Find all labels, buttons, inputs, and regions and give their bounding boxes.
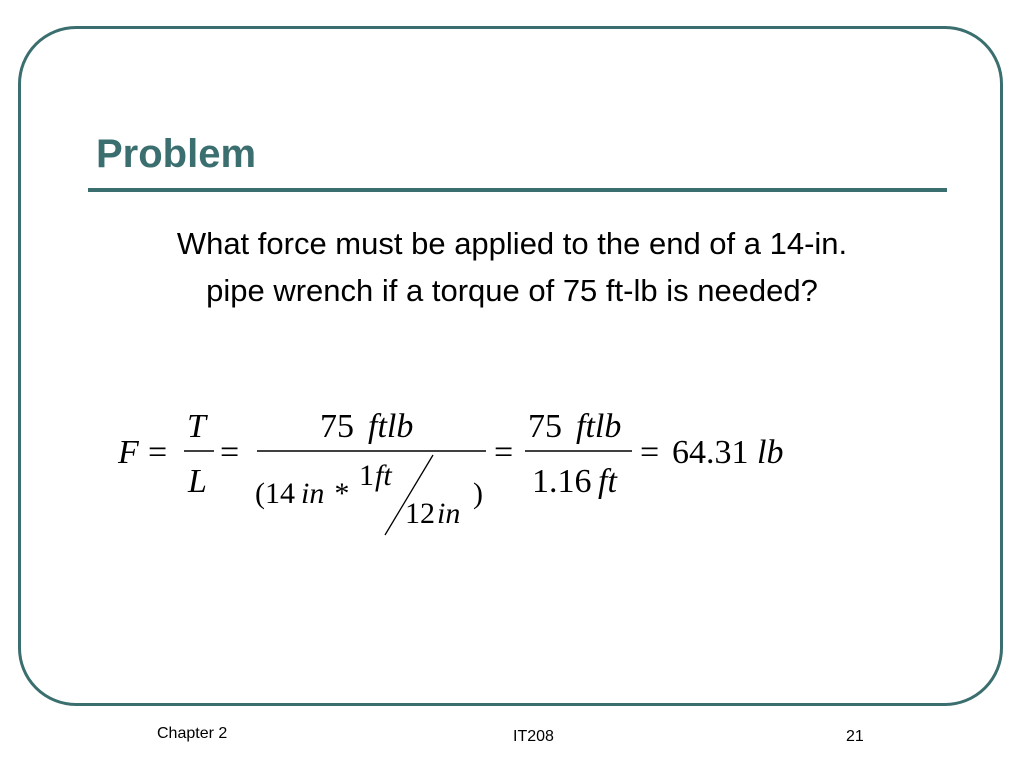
eq-den-in2: in (437, 497, 461, 530)
eq-equals-2: = (220, 434, 240, 471)
eq-equals-3: = (494, 434, 514, 471)
equation-svg (100, 395, 820, 540)
eq-den-one: 1 (359, 459, 374, 492)
footer-course: IT208 (513, 728, 554, 745)
problem-line-2: pipe wrench if a torque of 75 ft-lb is needed? (206, 273, 818, 308)
eq-num1-unit: ftlb (368, 408, 414, 445)
footer-page-number: 21 (846, 728, 864, 745)
eq-den2-unit: ft (598, 463, 617, 500)
problem-statement (60, 220, 964, 314)
eq-result-value: 64.31 (672, 434, 749, 471)
eq-num2-value: 75 (528, 408, 562, 445)
eq-equals-1: = (148, 434, 168, 471)
problem-line-1: What force must be applied to the end of a 14-in. (176, 226, 848, 261)
footer-chapter: Chapter 2 (157, 725, 228, 742)
eq-den2-value: 1.16 (532, 463, 592, 500)
eq-den-ft: ft (375, 459, 392, 492)
eq-equals-4: = (640, 434, 660, 471)
title-divider (88, 188, 947, 192)
eq-den-in: in (301, 477, 325, 510)
eq-T: T (187, 408, 206, 445)
eq-F: F (118, 434, 139, 471)
eq-num1-value: 75 (320, 408, 354, 445)
eq-num2-unit: ftlb (576, 408, 622, 445)
slide-title: Problem (96, 132, 257, 176)
force-equation (100, 395, 820, 540)
eq-den-close: ) (473, 477, 483, 510)
eq-L: L (188, 463, 207, 500)
eq-result-unit: lb (757, 434, 784, 471)
eq-den-star: * (333, 477, 348, 510)
eq-den-open: (14 (255, 477, 295, 510)
eq-den-twelve: 12 (405, 497, 435, 530)
